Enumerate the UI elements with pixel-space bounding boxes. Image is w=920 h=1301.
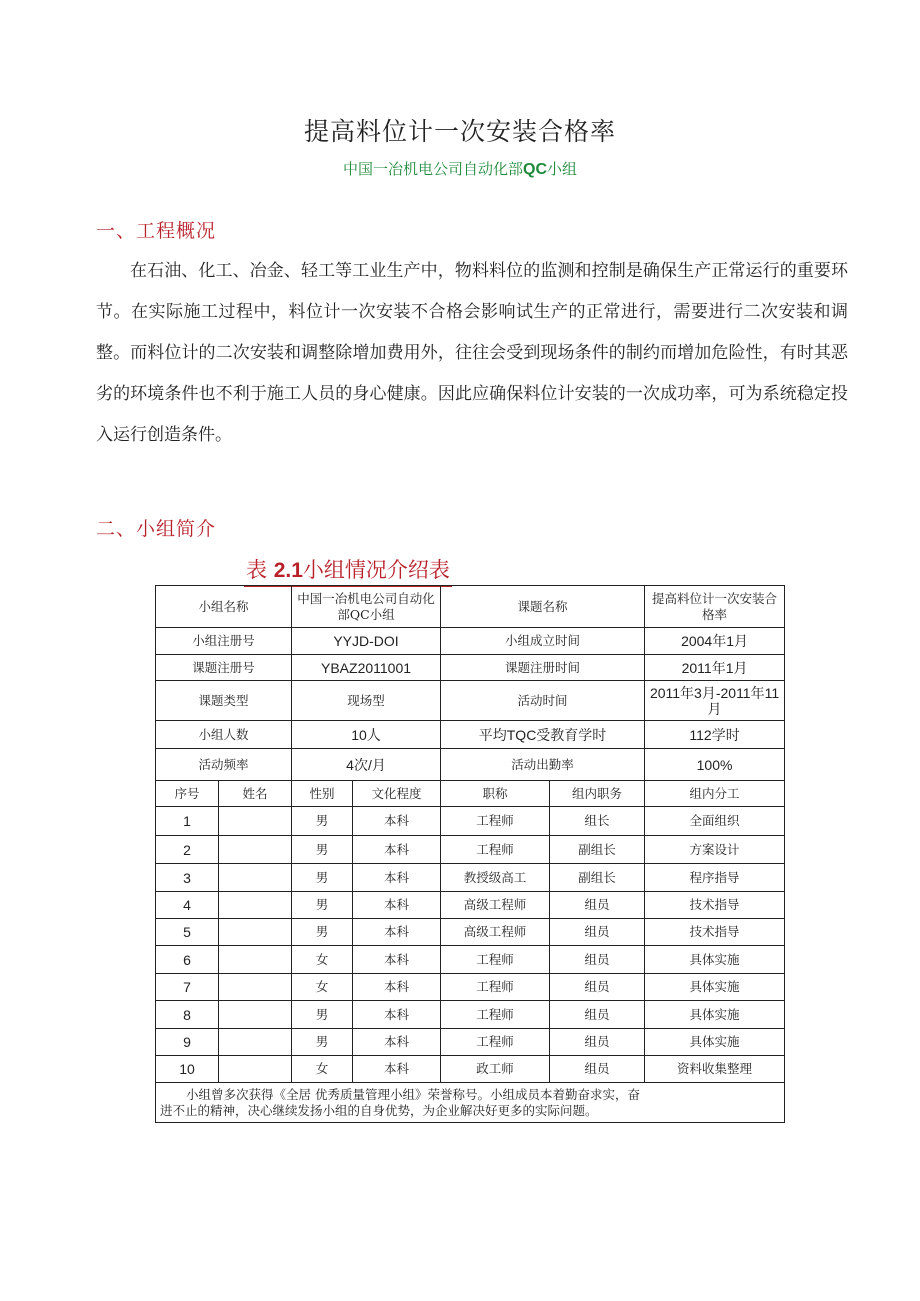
- info-row: [156, 749, 785, 781]
- member-role: 组员: [550, 919, 645, 946]
- member-role: 组员: [550, 974, 645, 1001]
- subtitle-suffix: 小组: [547, 160, 578, 178]
- member-edu: 本科: [353, 892, 441, 919]
- table-row: [156, 836, 785, 864]
- topic-name-label: 课题名称: [441, 586, 645, 628]
- member-rows: [156, 807, 785, 1083]
- member-task: 具体实施: [645, 1001, 785, 1029]
- tqc-label: 平均TQC受教育学时: [441, 721, 645, 749]
- topic-type-value: 现场型: [292, 681, 441, 721]
- table-caption-prefix: 表: [246, 558, 267, 582]
- document-title: 提高料位计一次安装合格率: [303, 117, 616, 146]
- note-line-1: 小组曾多次获得《全居 优秀质量管理小组》荣誉称号。小组成员本着勤奋求实，奋: [186, 1086, 640, 1102]
- header-gender: 性别: [292, 781, 353, 807]
- member-no: 7: [156, 974, 219, 1001]
- section1-paragraph: 在石油、化工、冶金、轻工等工业生产中，物料料位的监测和控制是确保生产正常运行的重要环节。在实际施工过程中，料位计一次安装不合格会影响试生产的正常进行，需要进行二次安装和调整。而料位计的二次安装和调整除增加费用外，往往会受到现场条件的制约而增加危险性，有时其恶劣的环境条件也不利于施工人员的身心健康。因此应确保料位计安装的一次成功率，可为系统稳定投入运行创造条件。: [96, 261, 848, 445]
- member-no: 9: [156, 1029, 219, 1056]
- member-role: 副组长: [550, 864, 645, 892]
- member-title: 工程师: [441, 807, 550, 836]
- member-edu: 本科: [353, 919, 441, 946]
- member-no: 6: [156, 946, 219, 974]
- member-name: [219, 1001, 292, 1029]
- member-gender: 女: [292, 974, 353, 1001]
- founded-value: 2004年1月: [645, 628, 785, 655]
- section1-heading: 一、工程概况: [96, 220, 217, 242]
- document-subtitle: [0, 158, 920, 179]
- header-title: 职称: [441, 781, 550, 807]
- table-row: [156, 892, 785, 919]
- member-task: 资料收集整理: [645, 1056, 785, 1083]
- member-task: 具体实施: [645, 946, 785, 974]
- member-header-row: [156, 781, 785, 807]
- info-row: [156, 721, 785, 749]
- member-task: 技术指导: [645, 892, 785, 919]
- activity-time-value: 2011年3月-2011年11月: [645, 681, 785, 721]
- member-gender: 男: [292, 807, 353, 836]
- note-row: [156, 1083, 785, 1123]
- freq-label: 活动频率: [156, 749, 292, 781]
- member-title: 工程师: [441, 1029, 550, 1056]
- member-role: 组长: [550, 807, 645, 836]
- member-title: 工程师: [441, 946, 550, 974]
- member-edu: 本科: [353, 1001, 441, 1029]
- header-edu: 文化程度: [353, 781, 441, 807]
- member-gender: 女: [292, 946, 353, 974]
- member-edu: 本科: [353, 946, 441, 974]
- member-role: 副组长: [550, 836, 645, 864]
- member-name: [219, 836, 292, 864]
- member-title: 教授级高工: [441, 864, 550, 892]
- table-row: [156, 1001, 785, 1029]
- table-row: [156, 1029, 785, 1056]
- info-row: [156, 586, 785, 628]
- tqc-value: 112学时: [645, 721, 785, 749]
- note-cell: [156, 1083, 785, 1123]
- group-name-label: 小组名称: [156, 586, 292, 628]
- member-gender: 男: [292, 864, 353, 892]
- members-value: 10人: [292, 721, 441, 749]
- member-title: 工程师: [441, 974, 550, 1001]
- member-title: 政工师: [441, 1056, 550, 1083]
- group-info-table: [155, 585, 785, 1123]
- info-row: [156, 628, 785, 655]
- member-gender: 男: [292, 892, 353, 919]
- topic-reg-time-label: 课题注册时间: [441, 655, 645, 681]
- member-title: 工程师: [441, 1001, 550, 1029]
- member-name: [219, 892, 292, 919]
- table-row: [156, 1056, 785, 1083]
- freq-value: 4次/月: [292, 749, 441, 781]
- info-row: [156, 655, 785, 681]
- member-gender: 男: [292, 919, 353, 946]
- member-gender: 女: [292, 1056, 353, 1083]
- reg-no-label: 小组注册号: [156, 628, 292, 655]
- member-task: 方案设计: [645, 836, 785, 864]
- section2-heading: 二、小组简介: [96, 518, 217, 540]
- topic-name-value: 提高料位计一次安装合格率: [645, 586, 785, 628]
- topic-reg-value: YBAZ2011001: [292, 655, 441, 681]
- table-row: [156, 864, 785, 892]
- member-edu: 本科: [353, 1056, 441, 1083]
- member-name: [219, 946, 292, 974]
- member-role: 组员: [550, 946, 645, 974]
- attendance-value: 100%: [645, 749, 785, 781]
- member-title: 高级工程师: [441, 919, 550, 946]
- table-row: [156, 807, 785, 836]
- member-no: 4: [156, 892, 219, 919]
- header-no: 序号: [156, 781, 219, 807]
- member-edu: 本科: [353, 807, 441, 836]
- member-task: 全面组织: [645, 807, 785, 836]
- table-row: [156, 919, 785, 946]
- attendance-label: 活动出勤率: [441, 749, 645, 781]
- member-role: 组员: [550, 1056, 645, 1083]
- table-row: [156, 946, 785, 974]
- member-name: [219, 807, 292, 836]
- subtitle-prefix: 中国一冶机电公司自动化部: [342, 160, 523, 178]
- member-gender: 男: [292, 836, 353, 864]
- member-name: [219, 1056, 292, 1083]
- topic-type-label: 课题类型: [156, 681, 292, 721]
- header-role: 组内职务: [550, 781, 645, 807]
- subtitle-qc: QC: [523, 161, 547, 178]
- member-no: 3: [156, 864, 219, 892]
- member-title: 高级工程师: [441, 892, 550, 919]
- members-label: 小组人数: [156, 721, 292, 749]
- table-caption: [246, 554, 450, 584]
- table-caption-number: 2.1: [273, 559, 303, 582]
- header-name: 姓名: [219, 781, 292, 807]
- member-no: 8: [156, 1001, 219, 1029]
- member-role: 组员: [550, 1001, 645, 1029]
- member-name: [219, 919, 292, 946]
- table-caption-text: 小组情况介绍表: [302, 558, 450, 582]
- member-no: 2: [156, 836, 219, 864]
- info-row: [156, 681, 785, 721]
- member-task: 程序指导: [645, 864, 785, 892]
- member-edu: 本科: [353, 974, 441, 1001]
- member-role: 组员: [550, 1029, 645, 1056]
- activity-time-label: 活动时间: [441, 681, 645, 721]
- member-task: 具体实施: [645, 974, 785, 1001]
- member-gender: 男: [292, 1029, 353, 1056]
- member-name: [219, 974, 292, 1001]
- member-edu: 本科: [353, 1029, 441, 1056]
- member-no: 1: [156, 807, 219, 836]
- founded-label: 小组成立时间: [441, 628, 645, 655]
- reg-no-value: YYJD-DOI: [292, 628, 441, 655]
- member-edu: 本科: [353, 836, 441, 864]
- member-gender: 男: [292, 1001, 353, 1029]
- group-name-value: 中国一冶机电公司自动化部QC小组: [292, 586, 441, 628]
- member-edu: 本科: [353, 864, 441, 892]
- member-role: 组员: [550, 892, 645, 919]
- member-no: 5: [156, 919, 219, 946]
- member-task: 具体实施: [645, 1029, 785, 1056]
- table-row: [156, 974, 785, 1001]
- member-title: 工程师: [441, 836, 550, 864]
- topic-reg-label: 课题注册号: [156, 655, 292, 681]
- topic-reg-time-value: 2011年1月: [645, 655, 785, 681]
- note-line-2: 进不止的精神，决心继续发扬小组的自身优势，为企业解决好更多的实际问题。: [160, 1102, 598, 1118]
- member-task: 技术指导: [645, 919, 785, 946]
- member-no: 10: [156, 1056, 219, 1083]
- member-name: [219, 1029, 292, 1056]
- member-name: [219, 864, 292, 892]
- header-task: 组内分工: [645, 781, 785, 807]
